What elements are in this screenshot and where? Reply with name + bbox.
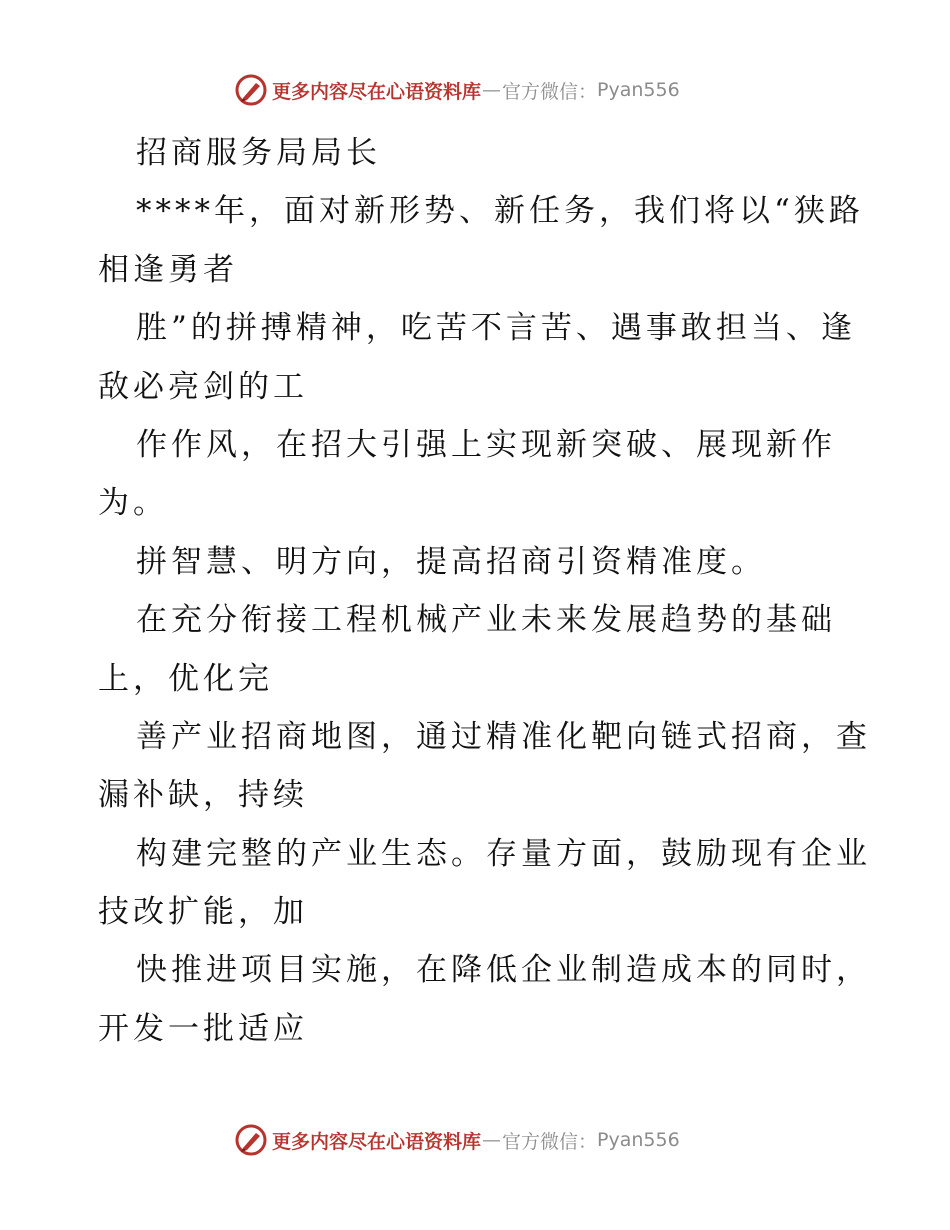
- text-line: 快推进项目实施，在降低企业制造成本的同时，: [136, 952, 871, 989]
- text-line: 技改扩能，加: [98, 894, 308, 931]
- banner-main-text: 更多内容尽在心语资料库: [272, 1130, 482, 1153]
- text-line: 善产业招商地图，通过精准化靶向链式招商，查: [136, 718, 871, 755]
- pen-logo-icon: [234, 1123, 268, 1157]
- text-line: 拼智慧、明方向，提高招商引资精准度。: [136, 543, 766, 580]
- text-line: 敌必亮剑的工: [98, 368, 308, 405]
- text-line: 上，优化完: [98, 660, 273, 697]
- banner-wechat-label: 官方微信：: [502, 80, 598, 103]
- text-line: 招商服务局局长: [136, 135, 381, 171]
- banner-wechat-label: 官方微信：: [502, 1130, 598, 1153]
- document-body: [98, 124, 871, 1058]
- text-line: 构建完整的产业生态。存量方面，鼓励现有企业: [136, 835, 871, 872]
- text-line: 漏补缺，持续: [98, 777, 308, 814]
- banner-dash: —: [482, 79, 502, 101]
- text-line: ****年，面对新形势、新任务，我们将以“狭路: [136, 193, 864, 230]
- text-line: 相逢勇者: [98, 251, 238, 288]
- banner-dash: —: [482, 1129, 502, 1151]
- banner-wechat-id: Pyan556: [597, 1129, 680, 1151]
- banner-main-text: 更多内容尽在心语资料库: [272, 80, 482, 103]
- text-line: 开发一批适应: [98, 1010, 308, 1047]
- text-line: 为。: [98, 485, 168, 522]
- text-line: 胜”的拼搏精神，吃苦不言苦、遇事敢担当、逢: [136, 310, 856, 347]
- banner-wechat-id: Pyan556: [597, 79, 680, 101]
- text-line: 在充分衔接工程机械产业未来发展趋势的基础: [136, 602, 836, 639]
- text-line: 作作风，在招大引强上实现新突破、展现新作: [136, 426, 836, 463]
- pen-logo-icon: [234, 73, 268, 107]
- footer-watermark-banner: [234, 1122, 680, 1158]
- header-watermark-banner: [234, 72, 680, 108]
